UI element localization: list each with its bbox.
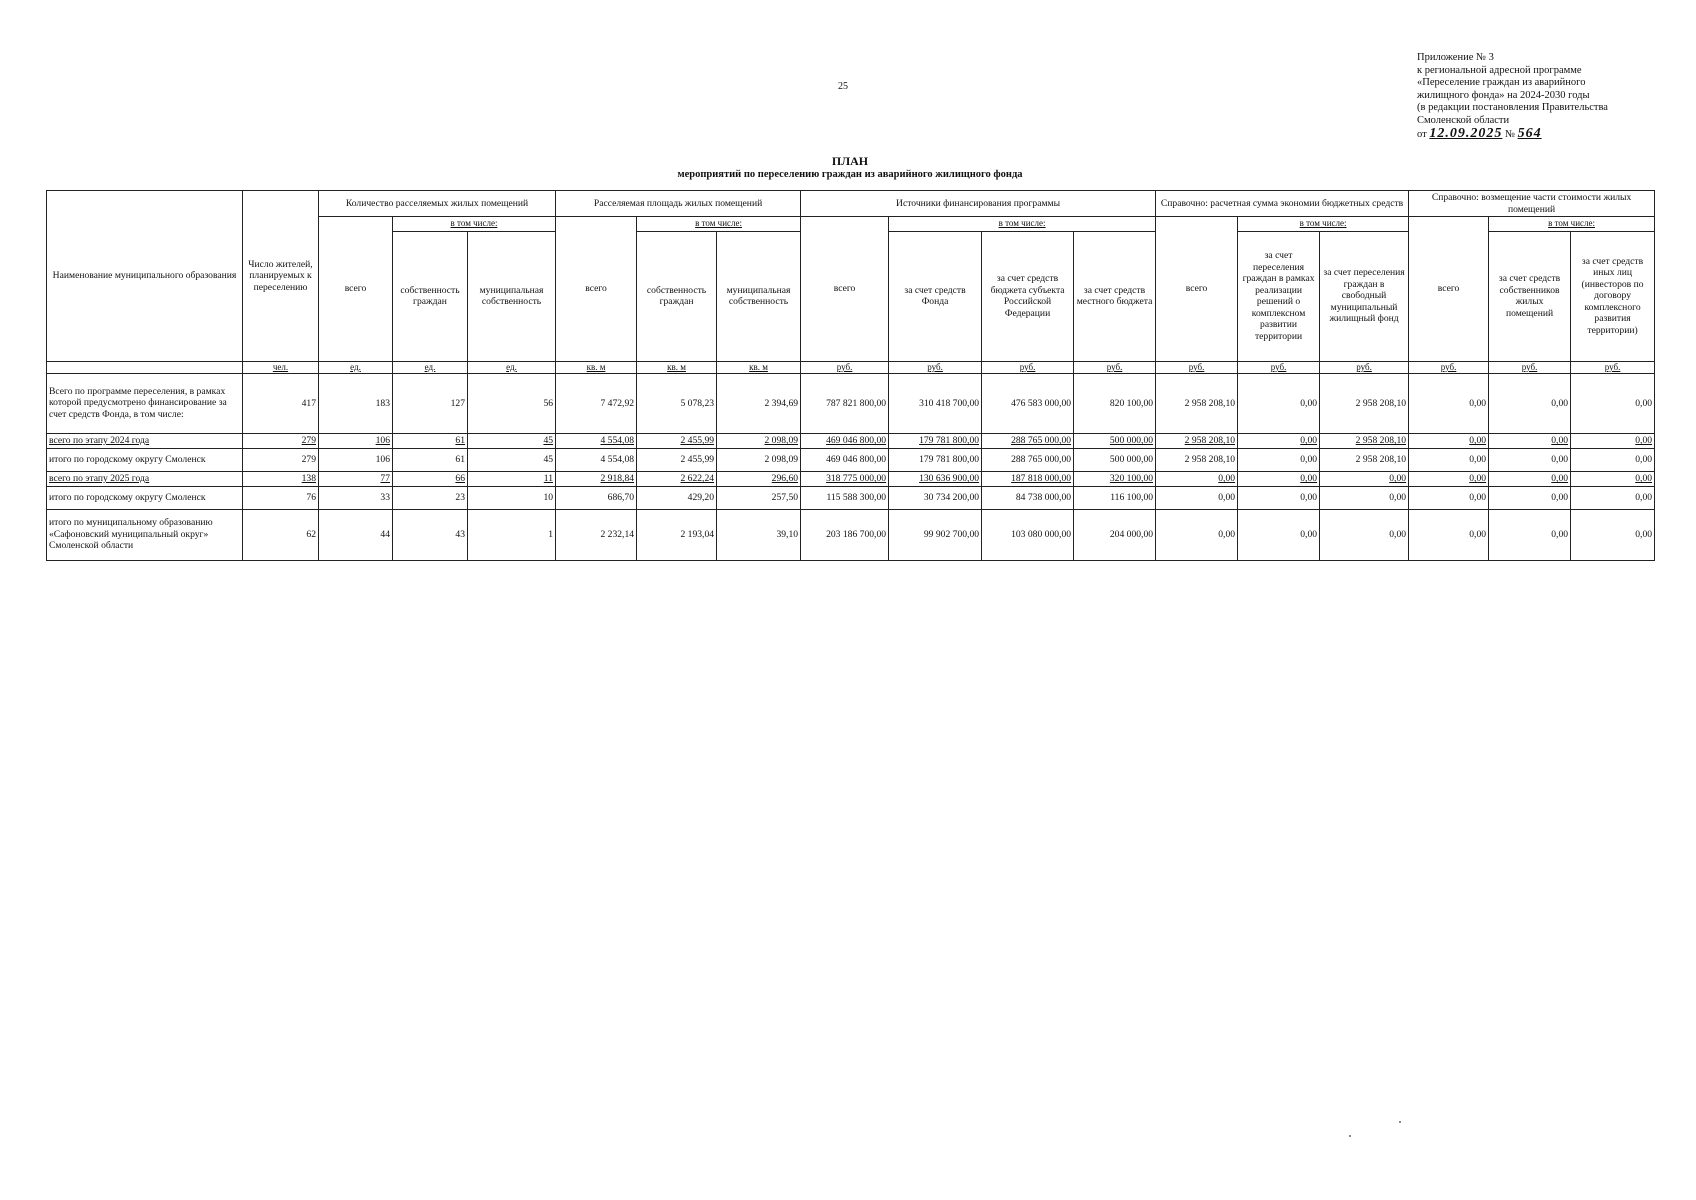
row-value: 0,00 (1489, 509, 1571, 560)
row-value: 39,10 (717, 509, 801, 560)
header-local-budget: за счет средств местного бюджета (1074, 231, 1156, 361)
header-area-municipal: муниципальная собственность (717, 231, 801, 361)
units-cell: ед. (468, 361, 556, 373)
row-value: 0,00 (1238, 471, 1320, 486)
units-cell: руб. (1320, 361, 1409, 373)
row-value: 116 100,00 (1074, 486, 1156, 509)
row-value: 179 781 800,00 (889, 433, 982, 448)
appendix-line: «Переселение граждан из аварийного (1417, 77, 1586, 89)
row-value: 84 738 000,00 (982, 486, 1074, 509)
row-value: 56 (468, 373, 556, 433)
table-row (47, 433, 1655, 448)
header-rooms-citizens: собственность граждан (393, 231, 468, 361)
row-value: 11 (468, 471, 556, 486)
row-value: 296,60 (717, 471, 801, 486)
row-name: всего по этапу 2024 года (47, 433, 243, 448)
row-value: 2 455,99 (637, 448, 717, 471)
units-cell: руб. (1238, 361, 1320, 373)
header-fund: за счет средств Фонда (889, 231, 982, 361)
row-value: 0,00 (1409, 471, 1489, 486)
row-value: 0,00 (1238, 433, 1320, 448)
table-body (47, 373, 1655, 560)
header-savings-total: всего (1156, 217, 1238, 362)
handwritten-number: 564 (1517, 125, 1542, 141)
row-value: 4 554,08 (556, 448, 637, 471)
row-value: 43 (393, 509, 468, 560)
header-including: в том числе: (1238, 217, 1409, 232)
row-value: 279 (243, 433, 319, 448)
appendix-line: (в редакции постановления Правительства (1417, 102, 1608, 114)
row-value: 288 765 000,00 (982, 448, 1074, 471)
row-value: 2 958 208,10 (1320, 448, 1409, 471)
row-value: 1 (468, 509, 556, 560)
header-residents: Число жителей, планируемых к переселению (243, 191, 319, 362)
units-cell: руб. (889, 361, 982, 373)
row-value: 0,00 (1489, 373, 1571, 433)
row-value: 429,20 (637, 486, 717, 509)
row-value: 106 (319, 433, 393, 448)
row-value: 0,00 (1409, 373, 1489, 433)
row-value: 45 (468, 433, 556, 448)
row-name: итого по муниципальному образованию «Сафоновский муниципальный округ» Смоленской области (47, 509, 243, 560)
row-value: 66 (393, 471, 468, 486)
row-value: 179 781 800,00 (889, 448, 982, 471)
header-other-persons: за счет средств иных лиц (инвесторов по договору комплексного развития территории) (1571, 231, 1655, 361)
header-including: в том числе: (393, 217, 556, 232)
row-value: 2 232,14 (556, 509, 637, 560)
document-title (600, 154, 1100, 180)
row-value: 0,00 (1409, 486, 1489, 509)
row-value: 0,00 (1489, 486, 1571, 509)
header-name: Наименование муниципального образования (47, 191, 243, 362)
header-including: в том числе: (637, 217, 801, 232)
row-value: 469 046 800,00 (801, 433, 889, 448)
row-value: 257,50 (717, 486, 801, 509)
header-owners-funds: за счет средств собственников жилых помещений (1489, 231, 1571, 361)
header-rooms-group: Количество расселяемых жилых помещений (319, 191, 556, 217)
row-value: 0,00 (1409, 509, 1489, 560)
header-area-total: всего (556, 217, 637, 362)
row-value: 30 734 200,00 (889, 486, 982, 509)
row-value: 76 (243, 486, 319, 509)
row-value: 0,00 (1320, 471, 1409, 486)
row-value: 0,00 (1238, 486, 1320, 509)
row-value: 2 455,99 (637, 433, 717, 448)
row-value: 0,00 (1156, 471, 1238, 486)
row-value: 0,00 (1409, 433, 1489, 448)
header-free-municipal: за счет переселения граждан в свободный муниципальный жилищный фонд (1320, 231, 1409, 361)
row-value: 0,00 (1571, 448, 1655, 471)
units-cell: ед. (319, 361, 393, 373)
row-value: 417 (243, 373, 319, 433)
handwritten-date: 12.09.2025 (1429, 125, 1503, 141)
page-number: 25 (838, 81, 848, 92)
appendix-line: жилищного фонда» на 2024-2030 годы (1417, 89, 1590, 101)
header-including: в том числе: (1489, 217, 1655, 232)
row-value: 820 100,00 (1074, 373, 1156, 433)
row-value: 2 098,09 (717, 448, 801, 471)
row-value: 45 (468, 448, 556, 471)
header-savings-group: Справочно: расчетная сумма экономии бюджетных средств (1156, 191, 1409, 217)
table-row (47, 486, 1655, 509)
row-value: 61 (393, 448, 468, 471)
header-finance-group: Источники финансирования программы (801, 191, 1156, 217)
header-compensation-group: Справочно: возмещение части стоимости жилых помещений (1409, 191, 1655, 217)
row-value: 2 622,24 (637, 471, 717, 486)
row-value: 0,00 (1489, 471, 1571, 486)
table-row (47, 471, 1655, 486)
row-value: 0,00 (1320, 509, 1409, 560)
units-cell: руб. (1409, 361, 1489, 373)
table-row (47, 373, 1655, 433)
scan-speck (1399, 1121, 1401, 1123)
row-value: 2 958 208,10 (1320, 373, 1409, 433)
row-value: 0,00 (1320, 486, 1409, 509)
row-value: 7 472,92 (556, 373, 637, 433)
units-cell: кв. м (717, 361, 801, 373)
row-value: 2 958 208,10 (1156, 373, 1238, 433)
row-value: 0,00 (1156, 509, 1238, 560)
scan-speck (1349, 1135, 1351, 1137)
units-cell: руб. (801, 361, 889, 373)
title-subtitle: мероприятий по переселению граждан из аварийного жилищного фонда (677, 169, 1023, 180)
units-cell: кв. м (556, 361, 637, 373)
header-subject-budget: за счет средств бюджета субъекта Российской Федерации (982, 231, 1074, 361)
row-value: 469 046 800,00 (801, 448, 889, 471)
row-value: 0,00 (1238, 509, 1320, 560)
units-cell: руб. (982, 361, 1074, 373)
appendix-line: к региональной адресной программе (1417, 64, 1582, 76)
units-cell-empty (47, 361, 243, 373)
row-value: 4 554,08 (556, 433, 637, 448)
row-value: 138 (243, 471, 319, 486)
row-value: 103 080 000,00 (982, 509, 1074, 560)
row-value: 62 (243, 509, 319, 560)
row-value: 127 (393, 373, 468, 433)
appendix-line: Приложение № 3 (1417, 52, 1494, 63)
row-value: 106 (319, 448, 393, 471)
header-complex-development: за счет переселения граждан в рамках реализации решений о комплексном развитии территории (1238, 231, 1320, 361)
header-row-groups (47, 191, 1655, 217)
row-name: итого по городскому округу Смоленск (47, 448, 243, 471)
row-value: 77 (319, 471, 393, 486)
units-cell: руб. (1571, 361, 1655, 373)
row-value: 10 (468, 486, 556, 509)
row-value: 0,00 (1156, 486, 1238, 509)
row-name: итого по городскому округу Смоленск (47, 486, 243, 509)
units-cell: кв. м (637, 361, 717, 373)
row-value: 318 775 000,00 (801, 471, 889, 486)
row-value: 0,00 (1571, 373, 1655, 433)
row-value: 0,00 (1489, 448, 1571, 471)
row-value: 0,00 (1571, 433, 1655, 448)
resettlement-plan-table (46, 190, 1655, 561)
row-value: 0,00 (1238, 373, 1320, 433)
row-value: 33 (319, 486, 393, 509)
header-finance-total: всего (801, 217, 889, 362)
row-value: 0,00 (1409, 448, 1489, 471)
appendix-line: Смоленской области (1417, 114, 1510, 126)
row-value: 476 583 000,00 (982, 373, 1074, 433)
table-row (47, 448, 1655, 471)
row-value: 2 098,09 (717, 433, 801, 448)
title-main: ПЛАН (831, 154, 869, 168)
header-area-group: Расселяемая площадь жилых помещений (556, 191, 801, 217)
row-value: 288 765 000,00 (982, 433, 1074, 448)
row-value: 500 000,00 (1074, 448, 1156, 471)
row-value: 279 (243, 448, 319, 471)
row-value: 115 588 300,00 (801, 486, 889, 509)
row-value: 2 918,84 (556, 471, 637, 486)
row-value: 0,00 (1571, 509, 1655, 560)
row-name: всего по этапу 2025 года (47, 471, 243, 486)
row-value: 23 (393, 486, 468, 509)
units-cell: руб. (1074, 361, 1156, 373)
row-value: 310 418 700,00 (889, 373, 982, 433)
row-value: 2 958 208,10 (1156, 433, 1238, 448)
row-value: 500 000,00 (1074, 433, 1156, 448)
row-name: Всего по программе переселения, в рамках которой предусмотрено финансирование за счет средств Фонда, в том числе: (47, 373, 243, 433)
units-cell: чел. (243, 361, 319, 373)
row-value: 2 958 208,10 (1156, 448, 1238, 471)
table-row (47, 509, 1655, 560)
number-prefix: № (1504, 128, 1515, 140)
row-value: 130 636 900,00 (889, 471, 982, 486)
row-value: 0,00 (1238, 448, 1320, 471)
appendix-date-line (1417, 125, 1608, 142)
row-value: 2 193,04 (637, 509, 717, 560)
units-cell: ед. (393, 361, 468, 373)
row-value: 0,00 (1571, 471, 1655, 486)
row-value: 203 186 700,00 (801, 509, 889, 560)
header-compensation-total: всего (1409, 217, 1489, 362)
row-value: 44 (319, 509, 393, 560)
appendix-block (1417, 52, 1608, 141)
row-value: 787 821 800,00 (801, 373, 889, 433)
row-value: 0,00 (1571, 486, 1655, 509)
header-including: в том числе: (889, 217, 1156, 232)
header-area-citizens: собственность граждан (637, 231, 717, 361)
row-value: 2 958 208,10 (1320, 433, 1409, 448)
row-value: 2 394,69 (717, 373, 801, 433)
row-value: 99 902 700,00 (889, 509, 982, 560)
row-value: 5 078,23 (637, 373, 717, 433)
row-value: 61 (393, 433, 468, 448)
header-rooms-municipal: муниципальная собственность (468, 231, 556, 361)
row-value: 0,00 (1489, 433, 1571, 448)
units-cell: руб. (1156, 361, 1238, 373)
units-cell: руб. (1489, 361, 1571, 373)
row-value: 320 100,00 (1074, 471, 1156, 486)
row-value: 686,70 (556, 486, 637, 509)
header-rooms-total: всего (319, 217, 393, 362)
row-value: 187 818 000,00 (982, 471, 1074, 486)
date-prefix: от (1417, 128, 1427, 140)
row-value: 204 000,00 (1074, 509, 1156, 560)
row-value: 183 (319, 373, 393, 433)
units-row (47, 361, 1655, 373)
